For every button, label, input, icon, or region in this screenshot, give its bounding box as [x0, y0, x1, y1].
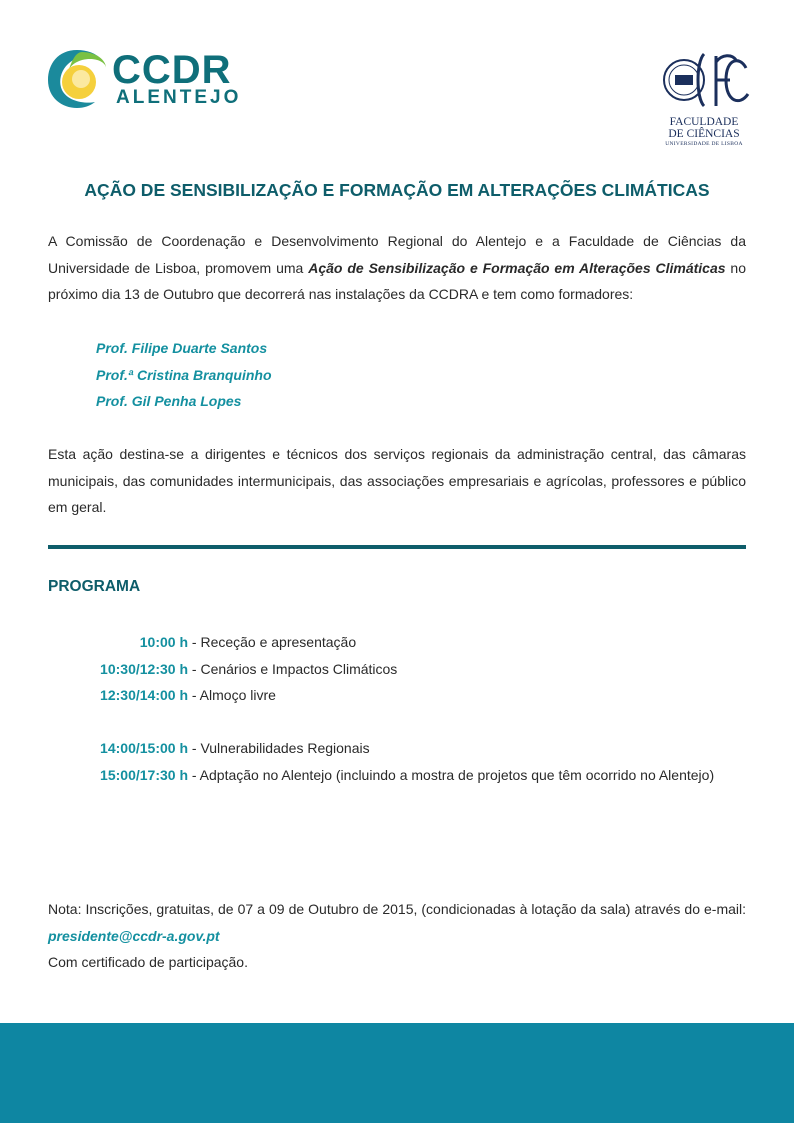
schedule-separator: -: [188, 634, 201, 650]
fc-logo-line3: UNIVERSIDADE DE LISBOA: [665, 141, 743, 147]
audience-paragraph: Esta ação destina-se a dirigentes e técnicos dos serviços regionais da administração central, das câmaras municipais, das comunidades intermunicipais, das associações empresariais e agrícolas, professores e público em geral.: [48, 446, 746, 516]
trainer-item: Prof.ª Cristina Branquinho: [96, 366, 272, 383]
ccdr-wordmark: CCDR: [112, 48, 232, 92]
email-link[interactable]: presidente@ccdr-a.gov.pt: [48, 927, 220, 944]
intro-paragraph: [48, 228, 746, 308]
programa-heading: PROGRAMA: [48, 578, 141, 595]
ccdr-alentejo-logo: [46, 44, 242, 116]
document-title: AÇÃO DE SENSIBILIZAÇÃO E FORMAÇÃO EM ALTERAÇÕES CLIMÁTICAS: [84, 180, 710, 200]
fc-logo-line1: FACULDADE: [669, 116, 739, 128]
registration-note: [48, 896, 746, 976]
alentejo-wordmark: ALENTEJO: [116, 87, 242, 108]
schedule-activity: Almoço livre: [199, 687, 276, 704]
schedule-row: [48, 682, 276, 709]
trainer-item: Prof. Gil Penha Lopes: [96, 393, 242, 410]
intro-text-start: A Comissão de Coordenação e Desenvolvimento Regional do Alentejo e a Faculdade de Ciências da Universidade de Lisboa, promovem uma: [48, 233, 746, 276]
intro-emphasis: Ação de Sensibilização e Formação em Alterações Climáticas: [308, 259, 726, 276]
fc-seal-icon: [656, 48, 752, 112]
schedule-activity: Vulnerabilidades Regionais: [200, 740, 370, 757]
fc-logo-line2: DE CIÊNCIAS: [668, 128, 740, 140]
schedule-row: [48, 735, 370, 762]
faculdade-ciencias-logo: [656, 48, 756, 152]
footer-band: [0, 1023, 794, 1123]
schedule-row: [48, 629, 356, 656]
schedule-time: 14:00/15:00 h: [100, 740, 188, 757]
section-divider: [48, 545, 746, 549]
schedule-separator: -: [188, 660, 201, 677]
trainer-item: Prof. Filipe Duarte Santos: [96, 340, 268, 356]
trainer-list: [96, 335, 272, 415]
schedule-time: 10:30/12:30 h: [100, 660, 188, 677]
schedule-separator: -: [188, 767, 200, 783]
schedule-row: [48, 762, 714, 789]
schedule-time: 10:00 h: [139, 634, 188, 650]
schedule-time: 12:30/14:00 h: [100, 687, 188, 704]
schedule-separator: -: [188, 740, 201, 757]
schedule-separator: -: [188, 687, 200, 704]
schedule-activity: Adptação no Alentejo (incluindo a mostra de projetos que têm ocorrido no Alentejo): [199, 767, 715, 783]
note-text: Nota: Inscrições, gratuitas, de 07 a 09 de Outubro de 2015, (condicionadas à lotação da sala) através do e-mail:: [48, 901, 746, 917]
schedule-row: [48, 656, 397, 683]
schedule-activity: Cenários e Impactos Climáticos: [200, 660, 398, 677]
certificate-text: Com certificado de participação.: [48, 954, 248, 971]
schedule-activity: Receção e apresentação: [200, 634, 357, 650]
intro-text-end: no próximo dia 13 de Outubro que decorrerá nas instalações da CCDRA e tem como formadores:: [48, 259, 746, 303]
schedule-time: 15:00/17:30 h: [100, 767, 188, 783]
ccdr-emblem-icon: [46, 46, 108, 112]
